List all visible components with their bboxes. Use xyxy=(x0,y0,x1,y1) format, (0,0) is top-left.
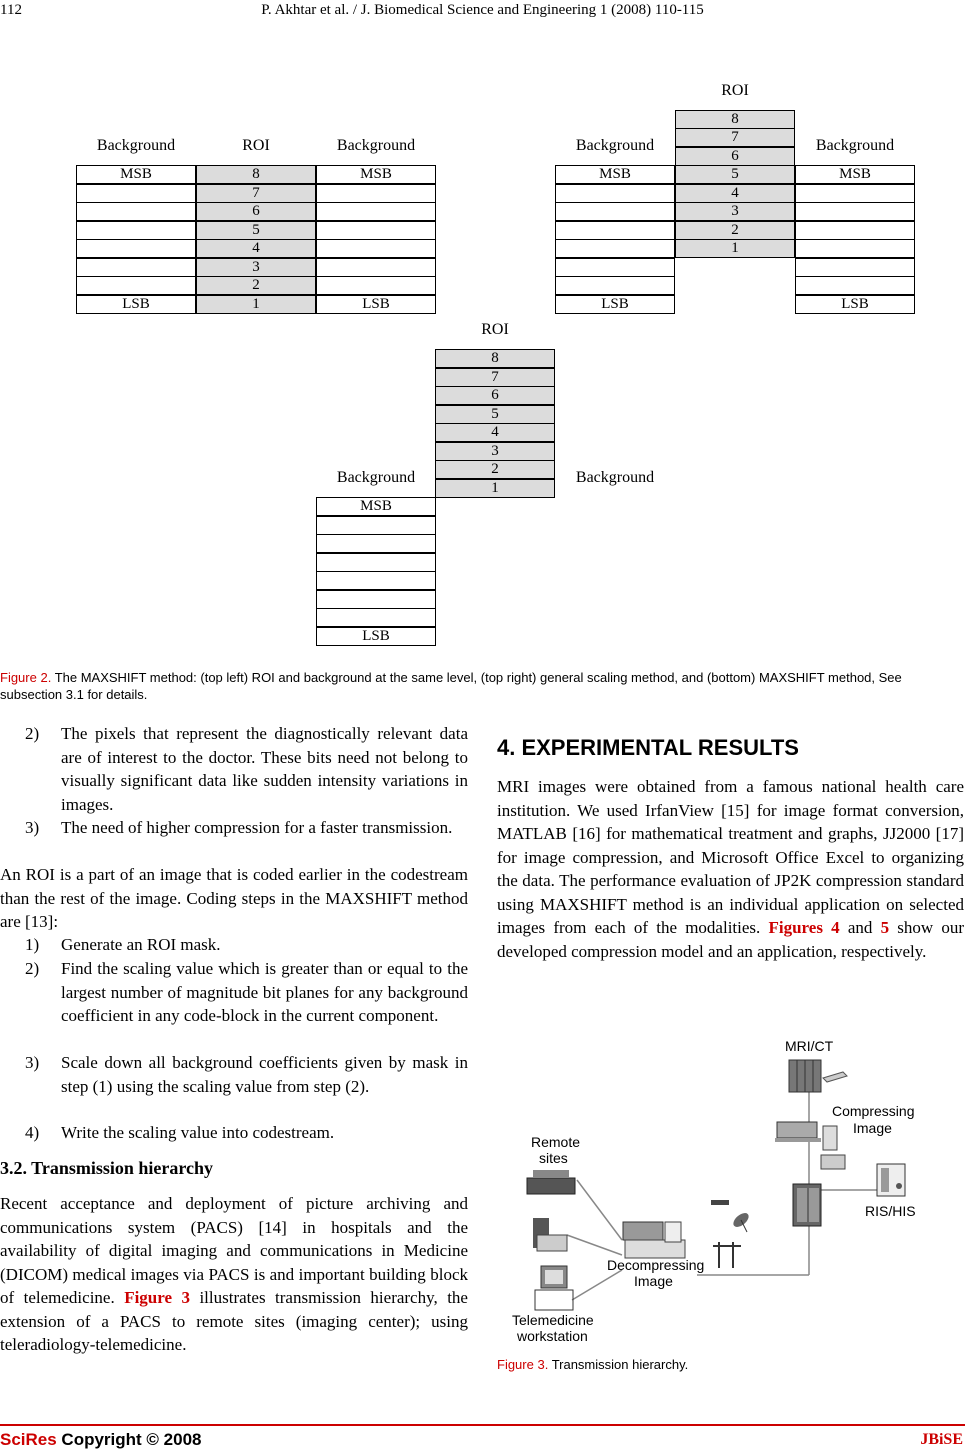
list-item: 3) Scale down all background coefficients given by mask in step (1) using the scaling value from step (2). xyxy=(25,1053,468,1096)
antenna-tower-icon xyxy=(713,1242,741,1268)
roi-bit-cell: 3 xyxy=(435,442,555,461)
msb-cell: MSB xyxy=(316,497,436,516)
lsb-cell: LSB xyxy=(76,295,196,314)
figure-label: Figure 2. xyxy=(0,670,52,685)
mri-ct-icon xyxy=(789,1060,847,1092)
background-bit-cell xyxy=(795,184,915,203)
msb-cell: MSB xyxy=(555,165,675,184)
roi-bit-cell: 7 xyxy=(196,184,316,203)
figure-3-caption: Figure 3. Transmission hierarchy. xyxy=(497,1357,689,1372)
mri-ct-label: MRI/CT xyxy=(785,1038,834,1054)
background-label: Background xyxy=(815,137,895,154)
remote-label-line1: Remote xyxy=(531,1134,581,1150)
roi-bit-cell: 5 xyxy=(675,165,795,184)
background-bit-cell xyxy=(316,184,436,203)
figure-reference-link[interactable]: Figure 3 xyxy=(124,1288,190,1307)
roi-bit-cell: 6 xyxy=(196,202,316,221)
telemedicine-workstation-icon xyxy=(535,1266,573,1310)
paragraph: MRI images were obtained from a famous national health care institution. We used IrfanView [15] for image format conversion, MATLAB [16] for mathematical treatment and graphs, JJ2000 [17] for image compression, and Microsoft Office Excel to organizing the data. The performance evaluation of JP2K compression standard using MAXSHIFT method is an individual application on selected images from each of the modalities. Figures 4 and 5 show our developed compression model and an application, respectively. xyxy=(497,777,965,961)
background-bit-cell xyxy=(316,258,436,277)
background-bit-cell xyxy=(76,276,196,295)
lsb-cell: LSB xyxy=(316,295,436,314)
footer-copyright: SciRes Copyright © 2008 xyxy=(0,1430,202,1449)
list-item: 2) Find the scaling value which is greater than or equal to the largest number of magnitude bit planes for any background coefficient in any code-block in the current component. xyxy=(25,959,468,1025)
publisher-name: SciRes xyxy=(0,1430,57,1449)
satellite-icon xyxy=(711,1200,751,1232)
running-header: P. Akhtar et al. / J. Biomedical Science and Engineering 1 (2008) 110-115 xyxy=(261,2,704,18)
background-bit-cell xyxy=(555,221,675,240)
remote-site-scanner-icon xyxy=(533,1218,567,1251)
ris-his-icon xyxy=(877,1164,905,1196)
background-bit-cell xyxy=(316,516,436,535)
roi-bit-cell: 8 xyxy=(196,165,316,184)
roi-bit-cell: 2 xyxy=(435,460,555,479)
background-bit-cell xyxy=(555,202,675,221)
roi-label: ROI xyxy=(481,321,509,338)
roi-bit-cell: 5 xyxy=(196,221,316,240)
background-label: Background xyxy=(575,137,655,154)
lsb-cell: LSB xyxy=(316,627,436,646)
roi-bit-cell: 7 xyxy=(675,128,795,147)
background-bit-cell xyxy=(316,221,436,240)
background-bit-cell xyxy=(555,276,675,295)
background-bit-cell xyxy=(795,202,915,221)
ris-his-label: RIS/HIS xyxy=(865,1203,916,1219)
roi-bit-cell: 6 xyxy=(675,147,795,166)
roi-bit-cell: 2 xyxy=(196,276,316,295)
background-bit-cell xyxy=(316,276,436,295)
background-bit-cell xyxy=(316,553,436,572)
lsb-cell: LSB xyxy=(795,295,915,314)
figure-3 xyxy=(497,1030,965,1350)
compressing-workstation-icon xyxy=(775,1122,845,1169)
background-label: Background xyxy=(336,469,416,486)
journal-abbrev: JBiSE xyxy=(920,1431,963,1448)
figure-2 xyxy=(0,0,965,650)
background-bit-cell xyxy=(795,258,915,277)
list-item: 3) The need of higher compression for a faster transmission. xyxy=(25,818,453,837)
background-bit-cell xyxy=(76,221,196,240)
telemedicine-label-line1: Telemedicine xyxy=(512,1312,594,1328)
background-bit-cell xyxy=(316,534,436,553)
background-label: Background xyxy=(336,137,416,154)
roi-bit-cell: 3 xyxy=(675,202,795,221)
list-item: 1) Generate an ROI mask. xyxy=(25,935,221,954)
roi-bit-cell: 4 xyxy=(675,184,795,203)
background-bit-cell xyxy=(795,276,915,295)
background-bit-cell xyxy=(795,221,915,240)
figure-reference-link[interactable]: 5 xyxy=(880,918,890,937)
background-bit-cell xyxy=(555,239,675,258)
list-item: 2) The pixels that represent the diagnostically relevant data are of interest to the doctor. These bits need not belong to visually significant data like sudden intensity variations in images. xyxy=(25,724,468,814)
background-bit-cell xyxy=(76,258,196,277)
figure-2-caption: Figure 2. The MAXSHIFT method: (top left) ROI and background at the same level, (top right) general scaling method, and (bottom) MAXSHIFT method, See subsection 3.1 for details. xyxy=(0,670,902,702)
figure-label: Figure 3. xyxy=(497,1357,549,1372)
roi-bit-cell: 7 xyxy=(435,368,555,387)
decompressing-label-line1: Decompressing xyxy=(607,1257,705,1273)
telemedicine-label-line2: workstation xyxy=(517,1328,588,1344)
lsb-cell: LSB xyxy=(555,295,675,314)
section-heading: 4. EXPERIMENTAL RESULTS xyxy=(497,735,799,760)
compressing-label-line1: Compressing xyxy=(832,1103,915,1119)
msb-cell: MSB xyxy=(795,165,915,184)
roi-bit-cell: 6 xyxy=(435,386,555,405)
roi-bit-cell: 1 xyxy=(435,479,555,498)
paragraph: Recent acceptance and deployment of picture archiving and communications system (PACS) [14] in hospitals and the availability of digital imaging and communications in Medicine (DICOM) medical images via PACS is and important building block of telemedicine. Figure 3 illustrates transmission hierarchy, the extension of a PACS to remote sites (imaging center); using teleradiology-telemedicine. xyxy=(0,1194,468,1354)
roi-bit-cell: 4 xyxy=(196,239,316,258)
list-item: 4) Write the scaling value into codestream. xyxy=(25,1123,335,1142)
remote-site-printer-icon xyxy=(527,1170,575,1194)
server-cabinet-icon xyxy=(793,1184,821,1226)
page-number: 112 xyxy=(0,2,22,18)
background-bit-cell xyxy=(76,202,196,221)
background-bit-cell xyxy=(76,184,196,203)
roi-bit-cell: 8 xyxy=(435,349,555,368)
background-bit-cell xyxy=(316,590,436,609)
roi-bit-cell: 8 xyxy=(675,110,795,129)
background-bit-cell xyxy=(555,184,675,203)
background-label: Background xyxy=(575,469,655,486)
figure-reference-link[interactable]: Figures 4 xyxy=(768,918,840,937)
background-bit-cell xyxy=(316,239,436,258)
roi-label: ROI xyxy=(242,137,270,154)
background-bit-cell xyxy=(555,258,675,277)
roi-bit-cell: 3 xyxy=(196,258,316,277)
paragraph: An ROI is a part of an image that is coded earlier in the codestream than the rest of the image. Coding steps in the MAXSHIFT method are [13]: xyxy=(0,865,468,931)
background-bit-cell xyxy=(316,571,436,590)
decompressing-workstation-icon xyxy=(623,1222,685,1258)
footer-rule xyxy=(0,1424,965,1426)
roi-bit-cell: 4 xyxy=(435,423,555,442)
roi-label: ROI xyxy=(721,82,749,99)
msb-cell: MSB xyxy=(316,165,436,184)
msb-cell: MSB xyxy=(76,165,196,184)
roi-bit-cell: 1 xyxy=(196,295,316,314)
background-bit-cell xyxy=(76,239,196,258)
background-label: Background xyxy=(96,137,176,154)
background-bit-cell xyxy=(316,202,436,221)
roi-bit-cell: 2 xyxy=(675,221,795,240)
remote-label-line2: sites xyxy=(539,1150,568,1166)
compressing-label-line2: Image xyxy=(853,1120,892,1136)
decompressing-label-line2: Image xyxy=(634,1273,673,1289)
background-bit-cell xyxy=(795,239,915,258)
roi-bit-cell: 5 xyxy=(435,405,555,424)
section-heading: 3.2. Transmission hierarchy xyxy=(0,1158,214,1178)
roi-bit-cell: 1 xyxy=(675,239,795,258)
background-bit-cell xyxy=(316,608,436,627)
